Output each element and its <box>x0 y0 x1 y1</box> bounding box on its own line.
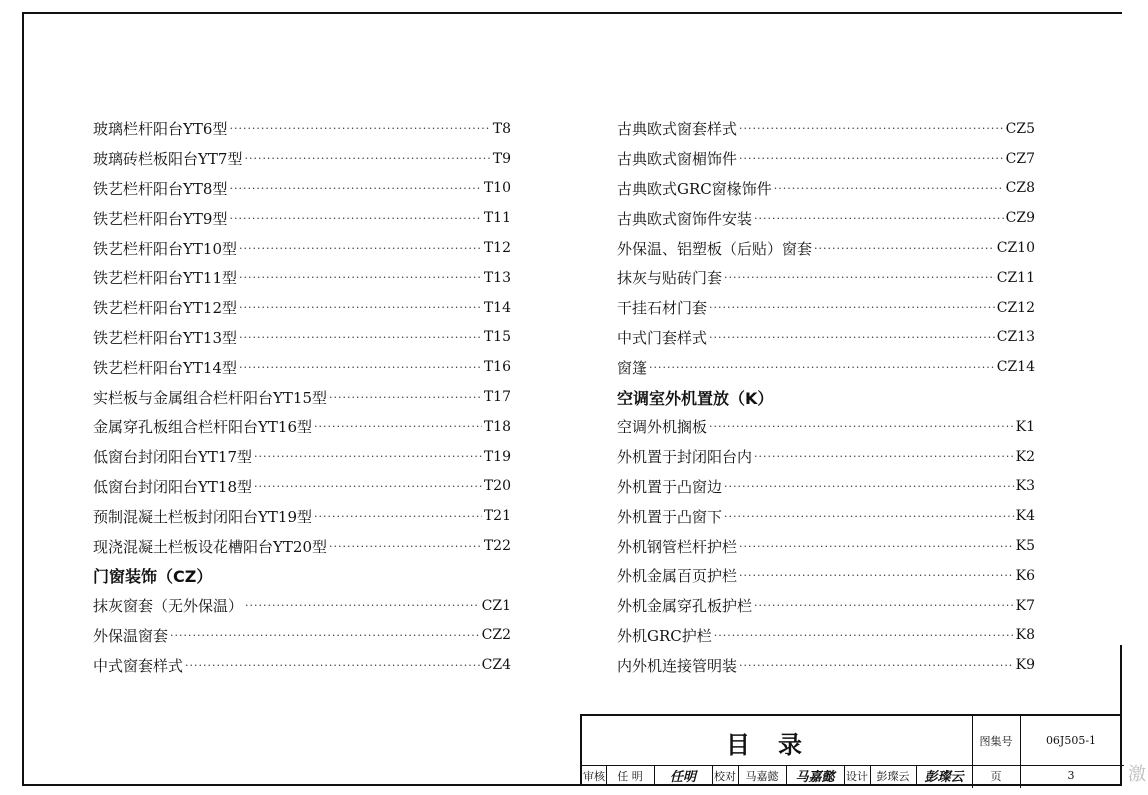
toc-entry <box>93 412 511 442</box>
dot-leader <box>709 331 995 344</box>
atlas-no-label: 图集号 <box>979 734 1013 748</box>
toc-entry-title: 内外机连接管明装 <box>617 656 738 675</box>
review-name: 任 明 <box>617 769 643 783</box>
toc-entry <box>617 650 1035 680</box>
toc-entry-page: T9 <box>492 150 511 167</box>
toc-section-heading <box>617 382 1035 412</box>
dot-leader <box>254 480 482 493</box>
toc-entry-page: T8 <box>492 120 511 137</box>
dot-leader <box>244 152 490 165</box>
toc-entry-page: K5 <box>1015 538 1035 555</box>
toc-entry-title: 干挂石材门套 <box>617 299 708 318</box>
toc-entry-page: CZ1 <box>481 597 511 614</box>
dot-leader <box>239 331 482 344</box>
toc-entry-title: 古典欧式窗饰件安装 <box>617 209 753 228</box>
toc-entry-title: 外机置于凸窗下 <box>617 507 723 526</box>
toc-entry-title: 铁艺栏杆阳台YT10型 <box>93 239 237 258</box>
toc-entry-title: 中式门套样式 <box>617 328 708 347</box>
toc-entry <box>93 114 511 144</box>
toc-entry <box>93 352 511 382</box>
toc-entry-page: T11 <box>483 210 511 227</box>
toc-entry-page: CZ4 <box>481 657 511 674</box>
review-signature: 任明 <box>669 770 696 785</box>
toc-entry-title: 玻璃栏杆阳台YT6型 <box>93 120 228 139</box>
design-name: 彭璨云 <box>876 769 910 783</box>
dot-leader <box>754 599 1014 612</box>
toc-entry-page: K7 <box>1015 597 1035 614</box>
title-block-title: 目录 <box>726 730 830 759</box>
toc-entry <box>93 472 511 502</box>
toc-entry-title: 古典欧式窗楣饰件 <box>617 150 738 169</box>
toc-entry-title: 窗篷 <box>617 358 648 377</box>
toc-entry-page: T21 <box>483 508 511 525</box>
toc-entry-title: 外机钢管栏杆护栏 <box>617 537 738 556</box>
toc-entry <box>93 233 511 263</box>
toc-entry <box>617 352 1035 382</box>
dot-leader <box>229 212 481 225</box>
toc-entry-title: 铁艺栏杆阳台YT14型 <box>93 358 237 377</box>
toc-entry <box>617 621 1035 651</box>
toc-entry <box>617 114 1035 144</box>
dot-leader <box>239 361 482 374</box>
toc-entry <box>93 263 511 293</box>
toc-entry-title: 门窗装饰（CZ） <box>93 567 213 587</box>
toc-entry-title: 低窗台封闭阳台YT18型 <box>93 477 252 496</box>
toc-entry <box>617 263 1035 293</box>
toc-entry <box>617 591 1035 621</box>
design-signature: 彭璨云 <box>924 770 964 785</box>
check-label: 校对 <box>714 769 736 783</box>
dot-leader <box>329 391 482 404</box>
dot-leader <box>254 450 482 463</box>
toc-entry <box>93 621 511 651</box>
toc-entry-title: 古典欧式GRC窗椽饰件 <box>617 179 772 198</box>
dot-leader <box>739 569 1014 582</box>
toc-entry-title: 空调外机搁板 <box>617 418 708 437</box>
toc-entry <box>617 561 1035 591</box>
toc-entry-page: T13 <box>483 269 511 286</box>
toc-entry-title: 实栏板与金属组合栏杆阳台YT15型 <box>93 388 327 407</box>
dot-leader <box>754 212 1004 225</box>
toc-entry-page: CZ12 <box>996 299 1035 316</box>
toc-entry-title: 铁艺栏杆阳台YT8型 <box>93 179 228 198</box>
toc-entry-title: 金属穿孔板组合栏杆阳台YT16型 <box>93 418 312 437</box>
toc-entry-page: T20 <box>483 478 511 495</box>
toc-entry-page: T12 <box>483 240 511 257</box>
dot-leader <box>714 629 1014 642</box>
toc-entry-title: 外保温窗套 <box>93 626 169 645</box>
dot-leader <box>245 599 480 612</box>
review-label: 审核 <box>583 769 605 783</box>
toc-entry <box>93 531 511 561</box>
dot-leader <box>739 122 1004 135</box>
toc-entry-title: 抹灰与贴砖门套 <box>617 269 723 288</box>
dot-leader <box>229 122 490 135</box>
toc-entry-page: T19 <box>483 448 511 465</box>
toc-entry <box>93 144 511 174</box>
toc-entry <box>93 501 511 531</box>
toc-entry-title: 外保温、铝塑板（后贴）窗套 <box>617 239 813 258</box>
toc-entry-title: 铁艺栏杆阳台YT11型 <box>93 269 237 288</box>
toc-entry-page: T15 <box>483 329 511 346</box>
toc-entry <box>617 293 1035 323</box>
toc-entry <box>93 203 511 233</box>
toc-left-column <box>93 114 511 680</box>
toc-entry-title: 外机金属百页护栏 <box>617 567 738 586</box>
design-label: 设计 <box>846 769 868 783</box>
toc-entry <box>617 501 1035 531</box>
toc-entry-page: CZ5 <box>1005 120 1035 137</box>
toc-entry-page: K6 <box>1015 567 1035 584</box>
dot-leader <box>239 242 482 255</box>
check-name: 马嘉懿 <box>745 769 779 783</box>
toc-entry-page: CZ7 <box>1005 150 1035 167</box>
toc-entry <box>617 472 1035 502</box>
toc-entry-page: T10 <box>483 180 511 197</box>
dot-leader <box>754 450 1014 463</box>
toc-entry <box>617 233 1035 263</box>
toc-entry-title: 外机GRC护栏 <box>617 626 712 645</box>
dot-leader <box>185 659 480 672</box>
toc-right-column <box>617 114 1035 680</box>
dot-leader <box>170 629 480 642</box>
toc-entry-title: 外机置于凸窗边 <box>617 477 723 496</box>
dot-leader <box>329 540 482 553</box>
toc-entry-title: 铁艺栏杆阳台YT9型 <box>93 209 228 228</box>
dot-leader <box>709 301 995 314</box>
toc-entry <box>93 174 511 204</box>
page-label: 页 <box>990 769 1002 783</box>
toc-entry-title: 中式窗套样式 <box>93 656 184 675</box>
toc-entry-title: 外机金属穿孔板护栏 <box>617 597 753 616</box>
toc-entry-title: 外机置于封闭阳台内 <box>617 448 753 467</box>
dot-leader <box>314 420 482 433</box>
toc-entry <box>93 650 511 680</box>
dot-leader <box>314 510 482 523</box>
toc-entry-page: CZ8 <box>1005 180 1035 197</box>
toc-entry-page: K8 <box>1015 627 1035 644</box>
dot-leader <box>739 540 1014 553</box>
title-block <box>580 714 1122 786</box>
toc-entry-title: 预制混凝土栏板封闭阳台YT19型 <box>93 507 312 526</box>
toc-entry-page: T17 <box>483 389 511 406</box>
toc-entry-page: T14 <box>483 299 511 316</box>
dot-leader <box>814 242 995 255</box>
toc-entry-page: T16 <box>483 359 511 376</box>
toc-section-heading <box>93 561 511 591</box>
page-no: 3 <box>1067 769 1075 782</box>
check-signature: 马嘉懿 <box>795 770 835 785</box>
toc-entry <box>617 323 1035 353</box>
toc-entry <box>93 442 511 472</box>
atlas-no: 06J505-1 <box>1045 734 1097 747</box>
watermark: 激 <box>1128 764 1146 785</box>
toc-entry-title: 铁艺栏杆阳台YT13型 <box>93 328 237 347</box>
toc-entry-page: K4 <box>1015 508 1035 525</box>
toc-entry <box>93 293 511 323</box>
toc-entry-page: K3 <box>1015 478 1035 495</box>
toc-entry-page: CZ11 <box>996 269 1035 286</box>
dot-leader <box>649 361 995 374</box>
toc-entry <box>93 591 511 621</box>
dot-leader <box>709 420 1014 433</box>
dot-leader <box>739 152 1004 165</box>
dot-leader <box>724 480 1014 493</box>
toc-entry-page: T18 <box>483 418 511 435</box>
dot-leader <box>739 659 1014 672</box>
dot-leader <box>239 271 482 284</box>
toc-entry <box>617 412 1035 442</box>
toc-entry-title: 现浇混凝土栏板设花槽阳台YT20型 <box>93 537 327 556</box>
toc-entry-title: 古典欧式窗套样式 <box>617 120 738 139</box>
dot-leader <box>774 182 1004 195</box>
toc-entry-page: K1 <box>1015 418 1035 435</box>
toc-entry-title: 空调室外机置放（K） <box>617 388 774 408</box>
toc-entry-page: K9 <box>1015 657 1035 674</box>
toc-entry-title: 低窗台封闭阳台YT17型 <box>93 448 252 467</box>
toc-entry <box>93 323 511 353</box>
toc-entry-page: CZ14 <box>996 359 1035 376</box>
toc-entry-page: CZ10 <box>996 240 1035 257</box>
toc-entry-page: CZ2 <box>481 627 511 644</box>
toc-entry <box>93 382 511 412</box>
toc-entry-title: 抹灰窗套（无外保温） <box>93 597 244 616</box>
toc-entry-page: T22 <box>483 538 511 555</box>
dot-leader <box>724 510 1014 523</box>
toc-entry-page: CZ13 <box>996 329 1035 346</box>
dot-leader <box>229 182 481 195</box>
toc-entry <box>617 144 1035 174</box>
toc-entry <box>617 531 1035 561</box>
toc-entry-page: CZ9 <box>1005 210 1035 227</box>
toc-entry-title: 铁艺栏杆阳台YT12型 <box>93 299 237 318</box>
dot-leader <box>724 271 995 284</box>
toc-entry <box>617 442 1035 472</box>
toc-entry-page: K2 <box>1015 448 1035 465</box>
toc-entry <box>617 203 1035 233</box>
toc-entry-title: 玻璃砖栏板阳台YT7型 <box>93 150 243 169</box>
dot-leader <box>239 301 482 314</box>
toc-entry <box>617 174 1035 204</box>
